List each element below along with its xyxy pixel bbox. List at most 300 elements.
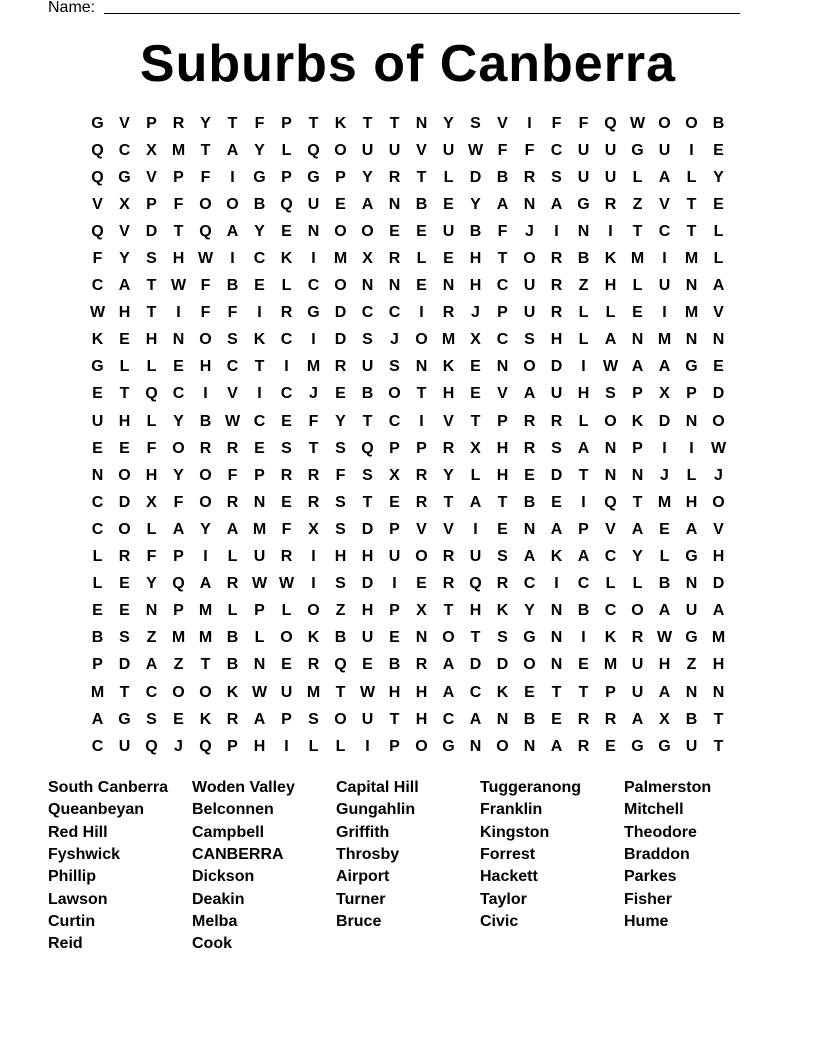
grid-letter: V xyxy=(443,412,454,430)
grid-letter: F xyxy=(551,114,562,132)
grid-letter: T xyxy=(362,412,373,430)
grid-letter: S xyxy=(362,331,373,349)
grid-letter: N xyxy=(388,277,401,295)
grid-letter: O xyxy=(631,602,644,620)
grid-letter: Z xyxy=(335,602,346,620)
grid-letter: U xyxy=(307,195,320,213)
grid-letter: O xyxy=(685,114,698,132)
grid-letter: T xyxy=(200,141,211,159)
grid-letter: Y xyxy=(254,222,265,240)
grid-letter: M xyxy=(198,602,213,620)
grid-letter: T xyxy=(686,222,697,240)
grid-letter: W xyxy=(359,683,376,701)
grid-letter: T xyxy=(146,304,157,322)
grid-letter: N xyxy=(685,412,698,430)
grid-letter: R xyxy=(523,412,536,430)
grid-letter: O xyxy=(334,277,347,295)
grid-letter: L xyxy=(578,304,589,322)
grid-letter: H xyxy=(577,385,590,403)
grid-letter: S xyxy=(497,548,508,566)
word-list-item: Campbell xyxy=(192,823,265,841)
grid-letter: H xyxy=(658,656,671,674)
grid-letter: H xyxy=(604,277,617,295)
grid-row xyxy=(84,462,732,489)
grid-letter: D xyxy=(550,466,563,484)
grid-letter: A xyxy=(712,277,725,295)
grid-letter: A xyxy=(658,602,671,620)
grid-letter: S xyxy=(335,493,346,511)
grid-letter: L xyxy=(92,548,103,566)
grid-letter: P xyxy=(146,195,157,213)
grid-letter: X xyxy=(119,195,130,213)
grid-letter: I xyxy=(284,358,289,376)
grid-letter: T xyxy=(389,710,400,728)
grid-letter: M xyxy=(684,250,699,268)
grid-letter: F xyxy=(281,520,292,538)
grid-letter: V xyxy=(92,195,103,213)
grid-letter: L xyxy=(443,168,454,186)
grid-letter: R xyxy=(118,548,131,566)
word-list-item: Throsby xyxy=(336,845,400,863)
grid-letter: L xyxy=(227,602,238,620)
grid-letter: K xyxy=(334,114,347,132)
grid-letter: S xyxy=(362,466,373,484)
grid-letter: F xyxy=(524,141,535,159)
grid-row xyxy=(84,544,732,571)
grid-letter: E xyxy=(254,277,265,295)
grid-letter: V xyxy=(227,385,238,403)
grid-letter: P xyxy=(389,737,400,755)
grid-letter: K xyxy=(496,602,509,620)
grid-letter: Y xyxy=(335,412,346,430)
grid-letter: A xyxy=(226,520,239,538)
grid-letter: U xyxy=(577,141,590,159)
grid-letter: N xyxy=(388,195,401,213)
grid-letter: P xyxy=(254,466,265,484)
grid-letter: R xyxy=(550,412,563,430)
grid-letter: P xyxy=(173,168,184,186)
grid-letter: K xyxy=(199,710,212,728)
grid-letter: N xyxy=(685,277,698,295)
grid-letter: O xyxy=(172,439,185,457)
grid-letter: P xyxy=(254,602,265,620)
grid-letter: O xyxy=(226,195,239,213)
grid-letter: T xyxy=(173,222,184,240)
grid-letter: M xyxy=(603,656,618,674)
grid-letter: O xyxy=(523,656,536,674)
grid-letter: E xyxy=(443,250,454,268)
grid-letter: E xyxy=(389,493,400,511)
grid-letter: U xyxy=(388,548,401,566)
grid-letter: A xyxy=(523,548,536,566)
grid-letter: V xyxy=(119,222,130,240)
grid-letter: M xyxy=(198,629,213,647)
grid-letter: H xyxy=(469,250,482,268)
grid-letter: Y xyxy=(443,114,454,132)
word-list-item: Belconnen xyxy=(192,801,274,819)
grid-letter: F xyxy=(497,222,508,240)
grid-letter: I xyxy=(176,304,181,322)
grid-letter: I xyxy=(608,222,613,240)
grid-letter: I xyxy=(311,575,316,593)
grid-letter: N xyxy=(604,466,617,484)
grid-letter: J xyxy=(390,331,399,349)
grid-letter: C xyxy=(442,710,455,728)
grid-row xyxy=(84,516,732,543)
grid-letter: N xyxy=(253,493,266,511)
grid-letter: H xyxy=(496,466,509,484)
grid-letter: P xyxy=(497,412,508,430)
grid-letter: O xyxy=(361,222,374,240)
grid-letter: V xyxy=(146,168,157,186)
grid-letter: I xyxy=(581,629,586,647)
grid-letter: E xyxy=(92,439,103,457)
grid-letter: R xyxy=(577,737,590,755)
grid-letter: L xyxy=(281,141,292,159)
grid-letter: I xyxy=(203,548,208,566)
grid-row xyxy=(84,571,732,598)
grid-letter: W xyxy=(602,358,619,376)
grid-letter: H xyxy=(253,737,266,755)
grid-letter: M xyxy=(90,683,105,701)
word-list-item: Phillip xyxy=(48,868,96,886)
grid-letter: F xyxy=(227,304,238,322)
grid-letter: G xyxy=(91,114,104,132)
word-list-item: Mitchell xyxy=(624,801,684,819)
grid-letter: O xyxy=(712,412,725,430)
grid-letter: T xyxy=(362,114,373,132)
grid-letter: A xyxy=(658,683,671,701)
grid-letter: E xyxy=(470,358,481,376)
grid-letter: E xyxy=(659,520,670,538)
grid-letter: I xyxy=(257,304,262,322)
grid-letter: K xyxy=(226,683,239,701)
grid-letter: L xyxy=(335,737,346,755)
grid-letter: I xyxy=(419,304,424,322)
grid-letter: D xyxy=(334,304,347,322)
grid-letter: B xyxy=(199,412,212,430)
grid-letter: T xyxy=(416,385,427,403)
grid-letter: R xyxy=(577,710,590,728)
grid-letter: S xyxy=(389,358,400,376)
grid-letter: M xyxy=(711,629,726,647)
grid-letter: H xyxy=(388,683,401,701)
grid-letter: D xyxy=(712,575,725,593)
grid-letter: I xyxy=(311,548,316,566)
grid-letter: D xyxy=(361,520,374,538)
grid-letter: I xyxy=(662,439,667,457)
grid-letter: K xyxy=(280,250,293,268)
grid-letter: P xyxy=(173,548,184,566)
grid-letter: H xyxy=(361,602,374,620)
grid-letter: N xyxy=(415,629,428,647)
grid-letter: P xyxy=(605,683,616,701)
grid-letter: C xyxy=(604,548,617,566)
grid-letter: C xyxy=(172,385,185,403)
grid-letter: H xyxy=(712,656,725,674)
grid-letter: O xyxy=(334,222,347,240)
word-list-item: South Canberra xyxy=(48,779,169,796)
grid-letter: T xyxy=(632,222,643,240)
grid-letter: H xyxy=(172,250,185,268)
grid-letter: G xyxy=(658,737,671,755)
grid-letter: N xyxy=(415,114,428,132)
grid-letter: B xyxy=(469,222,482,240)
grid-letter: C xyxy=(523,575,536,593)
grid-letter: R xyxy=(226,575,239,593)
name-label: Name: xyxy=(48,0,96,16)
grid-letter: C xyxy=(280,331,293,349)
grid-letter: X xyxy=(416,602,427,620)
grid-letter: A xyxy=(550,520,563,538)
grid-letter: R xyxy=(199,439,212,457)
grid-letter: Y xyxy=(470,195,481,213)
grid-letter: Q xyxy=(334,656,347,674)
grid-letter: L xyxy=(686,466,697,484)
grid-letter: T xyxy=(389,114,400,132)
grid-letter: S xyxy=(335,575,346,593)
grid-letter: G xyxy=(307,304,320,322)
word-list-item: Parkes xyxy=(624,868,677,886)
grid-letter: G xyxy=(631,737,644,755)
grid-letter: L xyxy=(578,412,589,430)
grid-letter: X xyxy=(389,466,400,484)
grid-letter: K xyxy=(604,629,617,647)
grid-letter: N xyxy=(253,656,266,674)
grid-letter: M xyxy=(171,141,186,159)
grid-letter: P xyxy=(389,602,400,620)
grid-letter: L xyxy=(605,575,616,593)
grid-letter: F xyxy=(254,114,265,132)
grid-letter: C xyxy=(388,304,401,322)
grid-letter: X xyxy=(659,710,670,728)
grid-letter: R xyxy=(280,466,293,484)
grid-letter: J xyxy=(525,222,534,240)
grid-letter: A xyxy=(604,331,617,349)
grid-letter: C xyxy=(496,277,509,295)
grid-letter: S xyxy=(146,250,157,268)
grid-row xyxy=(84,110,732,137)
grid-letter: L xyxy=(119,358,130,376)
grid-letter: N xyxy=(685,683,698,701)
grid-letter: B xyxy=(253,195,266,213)
grid-letter: A xyxy=(550,195,563,213)
grid-letter: D xyxy=(118,656,131,674)
grid-letter: M xyxy=(306,358,321,376)
grid-letter: C xyxy=(253,412,266,430)
grid-letter: A xyxy=(550,737,563,755)
grid-letter: T xyxy=(551,683,562,701)
grid-letter: N xyxy=(442,277,455,295)
grid-letter: F xyxy=(173,493,184,511)
grid-letter: B xyxy=(226,629,239,647)
grid-letter: N xyxy=(685,575,698,593)
grid-letter: P xyxy=(416,439,427,457)
grid-letter: S xyxy=(551,168,562,186)
page-title: Suburbs of Canberra xyxy=(139,35,677,93)
word-list-item: Melba xyxy=(192,912,238,930)
grid-letter: R xyxy=(631,629,644,647)
word-list-item: Franklin xyxy=(480,801,543,819)
grid-letter: H xyxy=(361,548,374,566)
grid-letter: T xyxy=(686,195,697,213)
grid-letter: R xyxy=(307,656,320,674)
grid-letter: G xyxy=(253,168,266,186)
grid-letter: H xyxy=(712,548,725,566)
grid-letter: N xyxy=(496,358,509,376)
grid-letter: O xyxy=(415,737,428,755)
grid-letter: R xyxy=(442,548,455,566)
grid-letter: B xyxy=(523,710,536,728)
grid-letter: I xyxy=(365,737,370,755)
grid-letter: C xyxy=(118,141,131,159)
grid-letter: P xyxy=(497,304,508,322)
grid-letter: U xyxy=(523,304,536,322)
grid-letter: T xyxy=(119,683,130,701)
grid-letter: F xyxy=(92,250,103,268)
grid-letter: O xyxy=(172,683,185,701)
grid-letter: O xyxy=(199,466,212,484)
grid-letter: I xyxy=(311,331,316,349)
word-list-item: Hackett xyxy=(480,868,538,886)
grid-letter: E xyxy=(92,602,103,620)
grid-letter: U xyxy=(604,141,617,159)
grid-letter: E xyxy=(578,656,589,674)
word-list-item: Woden Valley xyxy=(192,779,295,796)
grid-letter: Y xyxy=(524,602,535,620)
grid-row xyxy=(84,191,732,218)
grid-letter: Y xyxy=(173,412,184,430)
grid-letter: A xyxy=(172,520,185,538)
grid-letter: N xyxy=(550,629,563,647)
grid-row xyxy=(84,300,732,327)
letter-grid xyxy=(84,110,732,760)
grid-letter: J xyxy=(309,385,318,403)
grid-letter: A xyxy=(469,493,482,511)
grid-letter: N xyxy=(712,683,725,701)
grid-letter: F xyxy=(200,277,211,295)
grid-letter: S xyxy=(227,331,238,349)
grid-letter: B xyxy=(577,602,590,620)
grid-letter: A xyxy=(145,656,158,674)
grid-letter: P xyxy=(92,656,103,674)
grid-letter: K xyxy=(604,250,617,268)
grid-letter: B xyxy=(334,629,347,647)
grid-letter: Y xyxy=(443,466,454,484)
grid-letter: P xyxy=(146,114,157,132)
grid-letter: E xyxy=(551,493,562,511)
grid-letter: L xyxy=(686,168,697,186)
grid-letter: H xyxy=(685,493,698,511)
grid-letter: C xyxy=(361,304,374,322)
grid-letter: L xyxy=(281,602,292,620)
word-list-item: Queanbeyan xyxy=(48,801,145,819)
word-list-item: Theodore xyxy=(624,823,697,841)
grid-row xyxy=(84,245,732,272)
grid-letter: F xyxy=(200,168,211,186)
grid-letter: E xyxy=(281,222,292,240)
grid-letter: I xyxy=(284,737,289,755)
grid-letter: T xyxy=(713,710,724,728)
grid-letter: G xyxy=(91,358,104,376)
grid-letter: Y xyxy=(713,168,724,186)
grid-letter: R xyxy=(442,575,455,593)
grid-letter: I xyxy=(554,222,559,240)
grid-letter: A xyxy=(361,195,374,213)
grid-letter: T xyxy=(308,439,319,457)
word-list-item: Fisher xyxy=(624,890,673,908)
grid-letter: L xyxy=(146,358,157,376)
grid-letter: Y xyxy=(200,520,211,538)
grid-letter: U xyxy=(442,141,455,159)
grid-letter: H xyxy=(145,331,158,349)
grid-letter: E xyxy=(362,656,373,674)
grid-letter: O xyxy=(334,141,347,159)
grid-letter: Q xyxy=(145,385,158,403)
grid-letter: E xyxy=(713,141,724,159)
grid-letter: N xyxy=(172,331,185,349)
grid-letter: N xyxy=(145,602,158,620)
grid-letter: H xyxy=(469,602,482,620)
grid-letter: O xyxy=(415,548,428,566)
grid-letter: F xyxy=(335,466,346,484)
grid-letter: T xyxy=(254,358,265,376)
grid-letter: H xyxy=(118,304,131,322)
grid-row xyxy=(84,137,732,164)
grid-letter: O xyxy=(199,683,212,701)
grid-row xyxy=(84,489,732,516)
word-list-item: Deakin xyxy=(192,890,245,908)
grid-letter: E xyxy=(281,493,292,511)
grid-letter: H xyxy=(415,683,428,701)
grid-letter: G xyxy=(577,195,590,213)
grid-letter: A xyxy=(631,520,644,538)
grid-letter: A xyxy=(685,520,698,538)
grid-letter: I xyxy=(689,439,694,457)
grid-letter: O xyxy=(199,195,212,213)
grid-letter: D xyxy=(145,222,158,240)
grid-letter: H xyxy=(550,331,563,349)
grid-letter: N xyxy=(523,195,536,213)
grid-letter: S xyxy=(335,439,346,457)
grid-letter: T xyxy=(146,277,157,295)
grid-letter: N xyxy=(550,656,563,674)
grid-letter: W xyxy=(197,250,214,268)
grid-letter: G xyxy=(118,168,131,186)
grid-row xyxy=(84,381,732,408)
grid-letter: V xyxy=(713,520,724,538)
grid-letter: Y xyxy=(362,168,373,186)
grid-letter: O xyxy=(118,520,131,538)
grid-letter: E xyxy=(173,358,184,376)
grid-letter: S xyxy=(470,114,481,132)
grid-letter: R xyxy=(307,493,320,511)
grid-letter: Z xyxy=(632,195,643,213)
grid-letter: V xyxy=(443,520,454,538)
grid-letter: U xyxy=(685,602,698,620)
grid-letter: N xyxy=(361,277,374,295)
grid-letter: F xyxy=(497,141,508,159)
grid-letter: E xyxy=(335,385,346,403)
grid-letter: T xyxy=(200,656,211,674)
grid-letter: X xyxy=(308,520,319,538)
grid-letter: Z xyxy=(686,656,697,674)
grid-letter: U xyxy=(658,141,671,159)
grid-letter: I xyxy=(257,385,262,403)
grid-letter: W xyxy=(224,412,241,430)
grid-letter: H xyxy=(415,710,428,728)
grid-letter: W xyxy=(467,141,484,159)
